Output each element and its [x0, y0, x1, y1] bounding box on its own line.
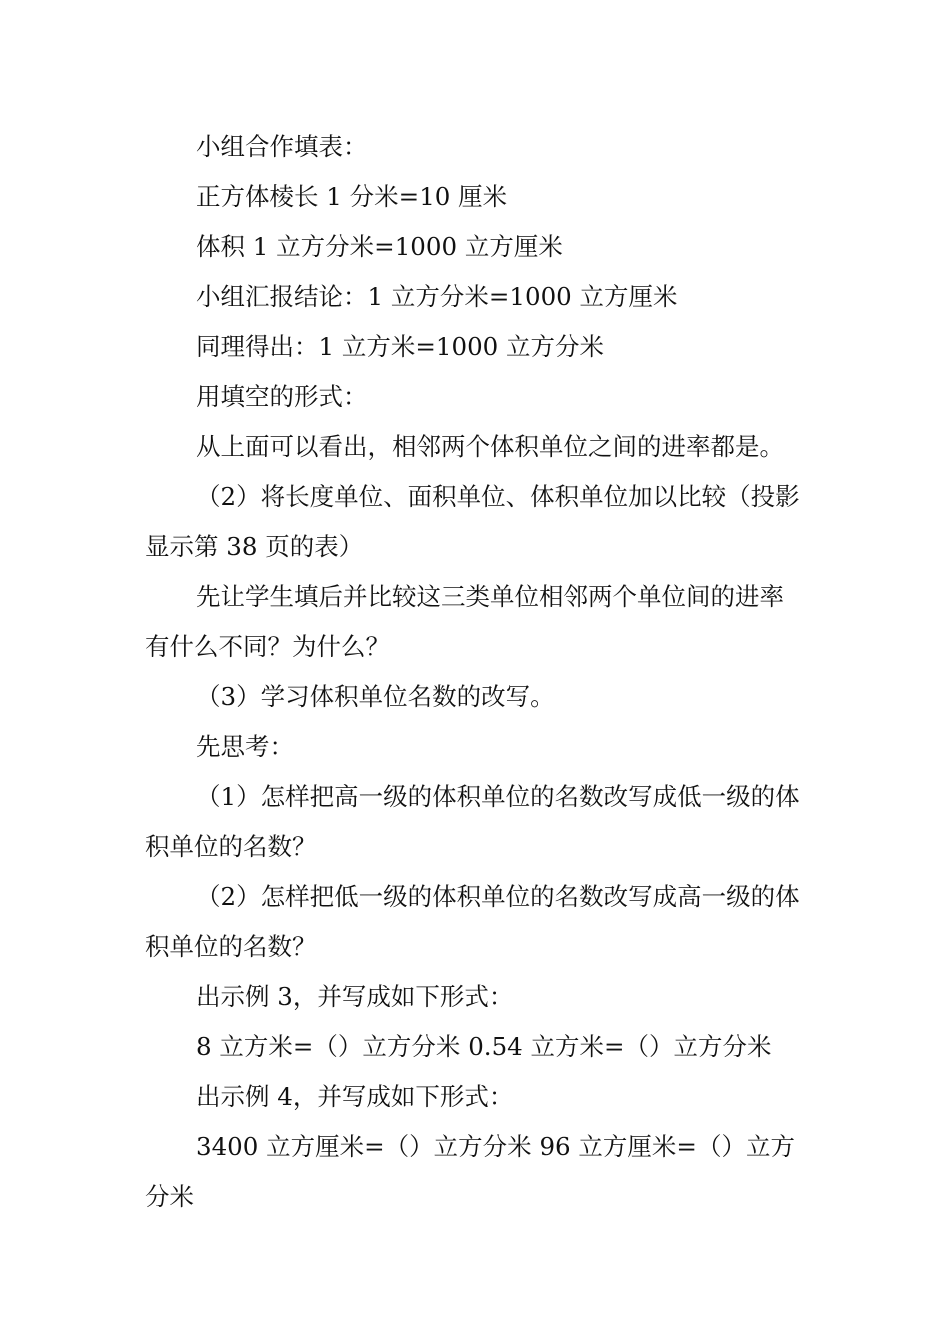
paragraph: （3）学习体积单位名数的改写。 [196, 682, 555, 711]
paragraph: （2）将长度单位、面积单位、体积单位加以比较（投影显示第 38 页的表） [145, 482, 800, 561]
paragraph: 用填空的形式： [196, 382, 368, 411]
paragraph: 正方体棱长 1 分米=10 厘米 [196, 182, 508, 211]
document-body [145, 122, 805, 1222]
paragraph: 同理得出：1 立方米=1000 立方分米 [196, 332, 605, 361]
paragraph: 从上面可以看出，相邻两个体积单位之间的进率都是。 [196, 432, 784, 461]
paragraph: 先思考： [196, 732, 294, 761]
paragraph: 出示例 3，并写成如下形式： [196, 982, 514, 1011]
paragraph: 体积 1 立方分米=1000 立方厘米 [196, 232, 563, 261]
paragraph: （2）怎样把低一级的体积单位的名数改写成高一级的体积单位的名数？ [145, 882, 800, 961]
paragraph: 小组汇报结论：1 立方分米=1000 立方厘米 [196, 282, 678, 311]
paragraph: 3400 立方厘米=（）立方分米 96 立方厘米=（）立方分米 [145, 1132, 795, 1211]
paragraph: 先让学生填后并比较这三类单位相邻两个单位间的进率有什么不同？为什么？ [145, 582, 784, 661]
paragraph: 8 立方米=（）立方分米 0.54 立方米=（）立方分米 [196, 1032, 772, 1061]
paragraph: 出示例 4，并写成如下形式： [196, 1082, 514, 1111]
paragraph: （1）怎样把高一级的体积单位的名数改写成低一级的体积单位的名数？ [145, 782, 800, 861]
paragraph: 小组合作填表： [196, 132, 368, 161]
